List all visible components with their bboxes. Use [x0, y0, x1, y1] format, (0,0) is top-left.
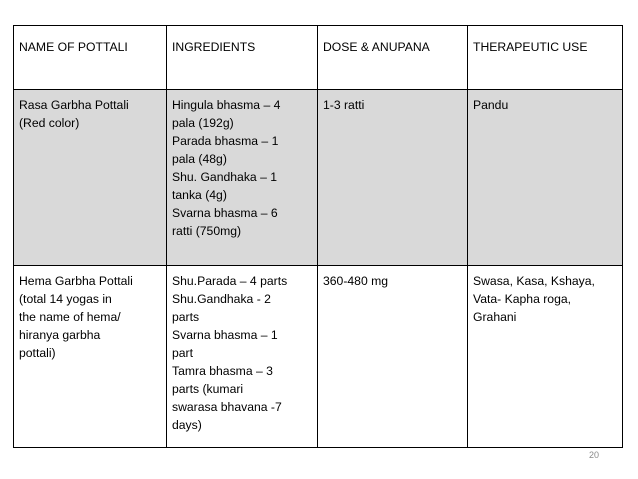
cell-use [468, 266, 623, 448]
cell-line: Shu.Parada – 4 parts [172, 274, 288, 288]
cell-line: pottali) [19, 346, 56, 360]
cell-line: Grahani [473, 310, 517, 324]
header-name-of-pottali: NAME OF POTTALI [14, 26, 167, 90]
cell-line: Shu.Gandhaka - 2 [172, 292, 271, 306]
cell-line: hiranya garbha [19, 328, 101, 342]
cell-line: parts [172, 310, 200, 324]
cell-dose [318, 90, 468, 266]
cell-line: Swasa, Kasa, Kshaya, [473, 274, 595, 288]
cell-line: Svarna bhasma – 1 [172, 328, 278, 342]
cell-line: Hingula bhasma – 4 [172, 98, 281, 112]
header-dose-anupana: DOSE & ANUPANA [318, 26, 468, 90]
table-row-rasa-garbha [14, 90, 623, 266]
cell-line: Rasa Garbha Pottali [19, 98, 129, 112]
cell-name [14, 90, 167, 266]
cell-line: Hema Garbha Pottali [19, 274, 133, 288]
cell-line: pala (192g) [172, 116, 234, 130]
cell-dose [318, 266, 468, 448]
table-header-row [14, 26, 623, 90]
cell-line: 1-3 ratti [323, 98, 365, 112]
cell-line: the name of hema/ [19, 310, 121, 324]
table-row-hema-garbha [14, 266, 623, 448]
cell-line: (Red color) [19, 116, 80, 130]
cell-line: Vata- Kapha roga, [473, 292, 572, 306]
cell-line: ratti (750mg) [172, 224, 242, 238]
pottali-table [13, 25, 623, 448]
cell-name [14, 266, 167, 448]
cell-line: Tamra bhasma – 3 [172, 364, 273, 378]
cell-use [468, 90, 623, 266]
cell-line: pala (48g) [172, 152, 227, 166]
header-therapeutic-use: THERAPEUTIC USE [468, 26, 623, 90]
cell-line: tanka (4g) [172, 188, 227, 202]
cell-line: Parada bhasma – 1 [172, 134, 279, 148]
cell-line: parts (kumari [172, 382, 244, 396]
cell-line: (total 14 yogas in [19, 292, 112, 306]
cell-line: part [172, 346, 194, 360]
cell-line: swarasa bhavana -7 [172, 400, 282, 414]
slide-number: 20 [588, 450, 599, 460]
cell-line: Svarna bhasma – 6 [172, 206, 278, 220]
cell-line: Shu. Gandhaka – 1 [172, 170, 278, 184]
cell-ingredients [167, 90, 318, 266]
cell-line: days) [172, 418, 202, 432]
cell-line: 360-480 mg [323, 274, 389, 288]
cell-ingredients [167, 266, 318, 448]
header-ingredients: INGREDIENTS [167, 26, 318, 90]
cell-line: Pandu [473, 98, 509, 112]
